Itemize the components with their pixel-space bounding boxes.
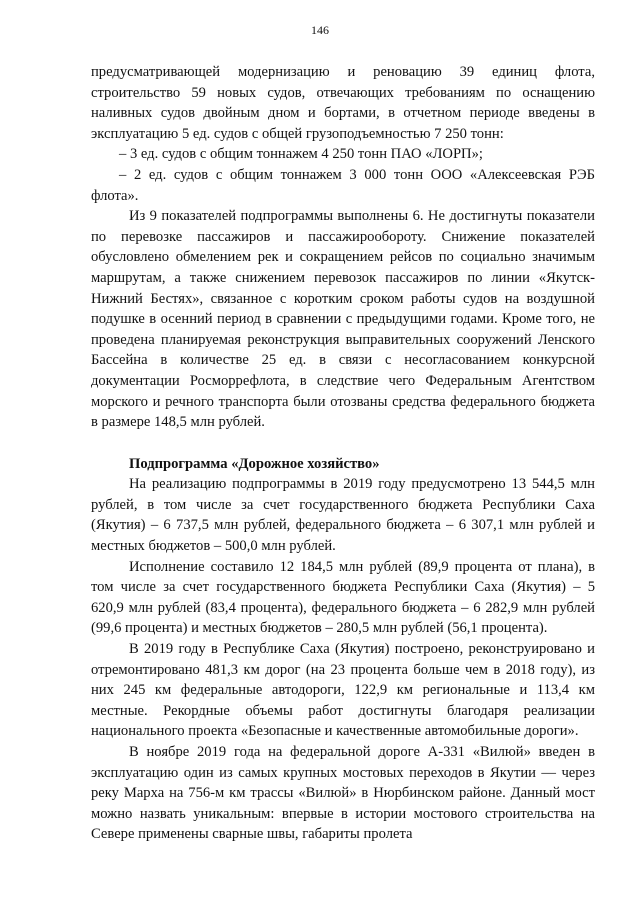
section-heading: Подпрограмма «Дорожное хозяйство» bbox=[129, 455, 380, 472]
page-body bbox=[91, 62, 595, 845]
list-item-lorp: – 3 ед. судов с общим тоннажем 4 250 тонн ПАО «ЛОРП»; bbox=[119, 146, 483, 163]
list-item-alekseevskaya: – 2 ед. судов с общим тоннажем 3 000 тонн ООО «Алексеевская РЭБ флота». bbox=[91, 166, 595, 204]
page-number: 146 bbox=[311, 23, 329, 37]
paragraph-markha-bridge: В ноябре 2019 года на федеральной дороге А-331 «Вилюй» введен в эксплуатацию один из самых крупных мостовых переходов в Якутии — через реку Марха на 756-м км трассы «Вилюй» в Нюрбинском районе. Данный мост можно назвать уникальным: впервые в истории мостового строительства на Севере применены сварные швы, габариты пролета bbox=[91, 744, 595, 843]
paragraph-funding-plan: На реализацию подпрограммы в 2019 году предусмотрено 13 544,5 млн рублей, в том числе за счет государственного бюджета Республики Саха (Якутия) – 6 737,5 млн рублей, федерального бюджета – 6 307,1 млн рублей и местных бюджетов – 500,0 млн рублей. bbox=[91, 476, 595, 555]
paragraph-funding-execution: Исполнение составило 12 184,5 млн рублей (89,9 процента от плана), в том числе за счет государственного бюджета Республики Саха (Якутия) – 5 620,9 млн рублей (83,4 процента), федерального бюджета – 6 282,9 млн рублей (99,6 процента) и местных бюджетов – 280,5 млн рублей (56,1 процента). bbox=[91, 558, 595, 637]
paragraph-fleet-continuation: предусматривающей модернизацию и реновацию 39 единиц флота, строительство 59 новых судов, отвечающих требованиям по оснащению наливных судов двойным дном и бортами, в отчетном периоде введены в эксплуатацию 5 ед. судов с общей грузоподъемностью 7 250 тонн: bbox=[91, 64, 595, 142]
paragraph-indicators: Из 9 показателей подпрограммы выполнены 6. Не достигнуты показатели по перевозке пассажиров и пассажирообороту. Снижение показателей обусловлено обмелением рек и сокращением рейсов по социально значимым маршрутам, а также снижением перевозок пассажиров по линии «Якутск-Нижний Бестях», связанное с коротким сроком работы судов на воздушной подушке в осенний период в сравнении с предыдущими годами. Кроме того, не проведена планируемая реконструкция выправительных сооружений Ленского Бассейна в количестве 25 ед. в связи с несогласованием конкурсной документации Росморрефлота, в следствие чего Федеральным Агентством морского и речного транспорта были отозваны средства федерального бюджета в размере 148,5 млн рублей. bbox=[91, 208, 595, 431]
paragraph-roads-built: В 2019 году в Республике Саха (Якутия) построено, реконструировано и отремонтировано 481,3 км дорог (на 23 процента больше чем в 2018 году), из них 245 км федеральные автодороги, 122,9 км региональные и 113,4 км местные. Рекордные объемы работ достигнуты благодаря реализации национального проекта «Безопасные и качественные автомобильные дороги». bbox=[91, 641, 595, 740]
